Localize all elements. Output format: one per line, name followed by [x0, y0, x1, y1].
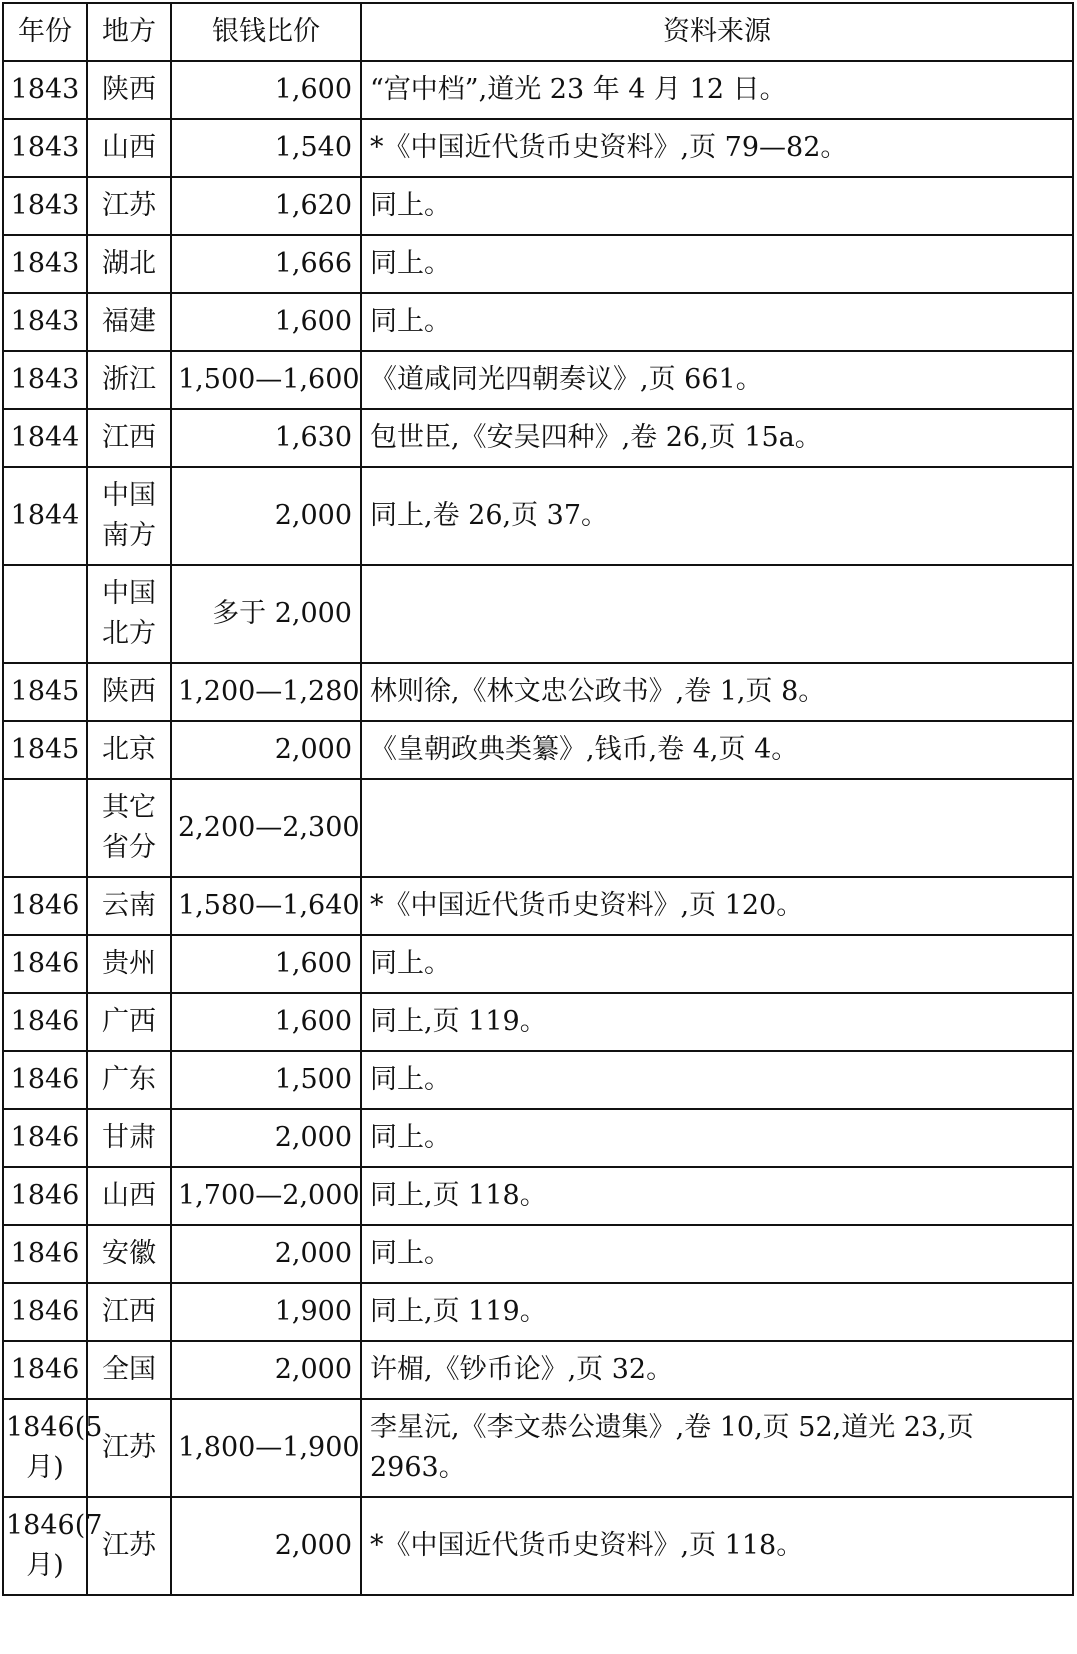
header-source: 资料来源 [361, 3, 1073, 61]
cell-place: 陕西 [87, 61, 171, 119]
cell-year: 1845 [3, 721, 87, 779]
cell-price: 1,620 [171, 177, 361, 235]
cell-source: 同上,页 118。 [361, 1167, 1073, 1225]
cell-source: *《中国近代货币史资料》,页 118。 [361, 1497, 1073, 1595]
cell-place: 江苏 [87, 1497, 171, 1595]
cell-source: 林则徐,《林文忠公政书》,卷 1,页 8。 [361, 663, 1073, 721]
cell-place: 湖北 [87, 235, 171, 293]
cell-year: 1843 [3, 177, 87, 235]
cell-source: 许楣,《钞币论》,页 32。 [361, 1341, 1073, 1399]
cell-place: 山西 [87, 1167, 171, 1225]
cell-year: 1846 [3, 1167, 87, 1225]
cell-year: 1845 [3, 663, 87, 721]
cell-price: 1,600 [171, 293, 361, 351]
table-row [3, 467, 1073, 565]
cell-source: 同上。 [361, 235, 1073, 293]
table-row [3, 119, 1073, 177]
cell-price: 1,600 [171, 935, 361, 993]
cell-place: 江苏 [87, 177, 171, 235]
table-row [3, 993, 1073, 1051]
table-row [3, 1109, 1073, 1167]
cell-place-text: 中国南方 [102, 480, 156, 551]
cell-year: 1846 [3, 1283, 87, 1341]
cell-place [87, 565, 171, 663]
table-row [3, 565, 1073, 663]
cell-place: 江西 [87, 1283, 171, 1341]
cell-year: 1846 [3, 1109, 87, 1167]
header-place: 地方 [87, 3, 171, 61]
cell-source: 同上,页 119。 [361, 1283, 1073, 1341]
cell-year: 1846 [3, 1341, 87, 1399]
cell-place [87, 467, 171, 565]
cell-price: 1,580—1,640 [171, 877, 361, 935]
table-row [3, 1051, 1073, 1109]
cell-price: 1,800—1,900 [171, 1399, 361, 1497]
cell-year: 1843 [3, 351, 87, 409]
cell-price: 1,200—1,280 [171, 663, 361, 721]
cell-place: 福建 [87, 293, 171, 351]
cell-source: 同上,页 119。 [361, 993, 1073, 1051]
cell-place: 甘肃 [87, 1109, 171, 1167]
table-row [3, 235, 1073, 293]
cell-price: 1,500—1,600 [171, 351, 361, 409]
table-row [3, 877, 1073, 935]
cell-year: 1846(7 月) [3, 1497, 87, 1595]
table-row [3, 1167, 1073, 1225]
cell-year: 1843 [3, 61, 87, 119]
cell-price: 2,000 [171, 1109, 361, 1167]
cell-source: 同上,卷 26,页 37。 [361, 467, 1073, 565]
table-row [3, 177, 1073, 235]
cell-source: 同上。 [361, 1051, 1073, 1109]
cell-source: 《皇朝政典类纂》,钱币,卷 4,页 4。 [361, 721, 1073, 779]
cell-source: *《中国近代货币史资料》,页 120。 [361, 877, 1073, 935]
cell-year: 1846 [3, 1051, 87, 1109]
price-table-wrapper [2, 2, 1074, 1596]
cell-price: 1,500 [171, 1051, 361, 1109]
table-row [3, 351, 1073, 409]
table-row [3, 293, 1073, 351]
table-row [3, 663, 1073, 721]
cell-source: 《道咸同光四朝奏议》,页 661。 [361, 351, 1073, 409]
cell-place: 山西 [87, 119, 171, 177]
cell-price: 1,900 [171, 1283, 361, 1341]
cell-year: 1846 [3, 935, 87, 993]
cell-year: 1846 [3, 877, 87, 935]
header-year: 年份 [3, 3, 87, 61]
cell-year: 1844 [3, 467, 87, 565]
cell-price: 2,000 [171, 1497, 361, 1595]
table-row [3, 1341, 1073, 1399]
table-row [3, 1225, 1073, 1283]
cell-source: *《中国近代货币史资料》,页 79—82。 [361, 119, 1073, 177]
cell-price: 1,600 [171, 993, 361, 1051]
table-row [3, 61, 1073, 119]
cell-price: 2,000 [171, 721, 361, 779]
cell-place-text: 其它省分 [102, 792, 156, 863]
table-row [3, 935, 1073, 993]
cell-place: 陕西 [87, 663, 171, 721]
cell-year [3, 565, 87, 663]
cell-source: 同上。 [361, 1109, 1073, 1167]
cell-price: 1,700—2,000 [171, 1167, 361, 1225]
cell-source: 包世臣,《安吴四种》,卷 26,页 15a。 [361, 409, 1073, 467]
table-row [3, 721, 1073, 779]
cell-price: 2,200—2,300 [171, 779, 361, 877]
cell-place: 广西 [87, 993, 171, 1051]
cell-year [3, 779, 87, 877]
cell-year: 1846 [3, 1225, 87, 1283]
cell-place: 江西 [87, 409, 171, 467]
cell-place: 贵州 [87, 935, 171, 993]
cell-place: 云南 [87, 877, 171, 935]
cell-place: 浙江 [87, 351, 171, 409]
cell-source: 同上。 [361, 1225, 1073, 1283]
cell-year: 1843 [3, 119, 87, 177]
cell-price: 1,540 [171, 119, 361, 177]
table-row [3, 779, 1073, 877]
cell-year: 1843 [3, 235, 87, 293]
cell-price: 1,666 [171, 235, 361, 293]
cell-year: 1844 [3, 409, 87, 467]
header-price: 银钱比价 [171, 3, 361, 61]
cell-place-text: 中国北方 [102, 578, 156, 649]
cell-place: 安徽 [87, 1225, 171, 1283]
cell-price: 1,630 [171, 409, 361, 467]
cell-place: 全国 [87, 1341, 171, 1399]
table-row [3, 1283, 1073, 1341]
cell-year: 1846 [3, 993, 87, 1051]
cell-source [361, 565, 1073, 663]
cell-price: 多于 2,000 [171, 565, 361, 663]
cell-price: 1,600 [171, 61, 361, 119]
cell-source: 同上。 [361, 177, 1073, 235]
table-row [3, 1399, 1073, 1497]
cell-source: “宫中档”,道光 23 年 4 月 12 日。 [361, 61, 1073, 119]
cell-place [87, 779, 171, 877]
cell-place: 广东 [87, 1051, 171, 1109]
cell-year: 1846(5 月) [3, 1399, 87, 1497]
table-row [3, 1497, 1073, 1595]
cell-source: 同上。 [361, 935, 1073, 993]
header-row [3, 3, 1073, 61]
cell-source: 李星沅,《李文恭公遗集》,卷 10,页 52,道光 23,页 2963。 [361, 1399, 1073, 1497]
cell-source [361, 779, 1073, 877]
cell-place: 江苏 [87, 1399, 171, 1497]
table-row [3, 409, 1073, 467]
cell-price: 2,000 [171, 1341, 361, 1399]
cell-price: 2,000 [171, 467, 361, 565]
cell-price: 2,000 [171, 1225, 361, 1283]
silver-copper-ratio-table [2, 2, 1074, 1596]
cell-year: 1843 [3, 293, 87, 351]
cell-source: 同上。 [361, 293, 1073, 351]
cell-place: 北京 [87, 721, 171, 779]
